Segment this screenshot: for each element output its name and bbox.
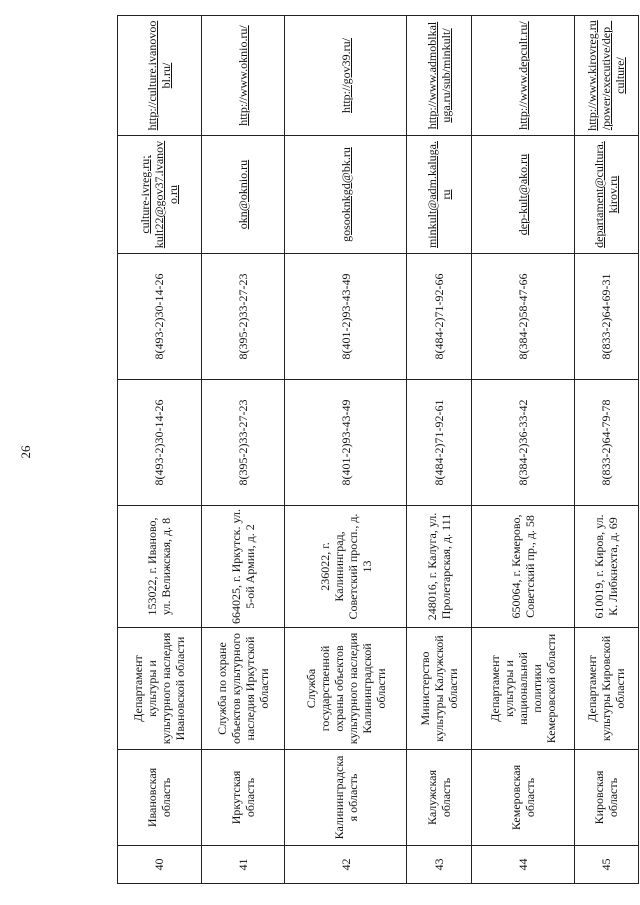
region-cell: Калининградская область <box>285 750 407 846</box>
fax-cell: 8(401-2)93-43-49 <box>285 254 407 380</box>
fax-cell: 8(395-2)33-27-23 <box>201 254 285 380</box>
email-link[interactable]: gosooknkgd@bk.ru <box>285 136 407 254</box>
fax-cell: 8(484-2)71-92-66 <box>407 254 471 380</box>
row-number: 44 <box>471 846 574 884</box>
row-number: 40 <box>118 846 202 884</box>
website-link[interactable]: http://www.kirovreg.ru/power/executive/dep_culture/ <box>574 16 638 136</box>
rotated-table-wrapper <box>117 16 639 884</box>
authority-cell: Департамент культуры Кировской области <box>574 628 638 750</box>
region-cell: Ивановская область <box>118 750 202 846</box>
table-row <box>285 16 407 884</box>
website-link[interactable]: http://www.oknio.ru/ <box>201 16 285 136</box>
authority-cell: Департамент культуры и культурного наследия Ивановской области <box>118 628 202 750</box>
regional-authorities-table <box>117 15 639 884</box>
row-number: 43 <box>407 846 471 884</box>
phone-cell: 8(493-2)30-14-26 <box>118 380 202 506</box>
row-number: 42 <box>285 846 407 884</box>
website-link[interactable]: http://culture.ivanovoobl.ru/ <box>118 16 202 136</box>
phone-cell: 8(395-2)33-27-23 <box>201 380 285 506</box>
row-number: 41 <box>201 846 285 884</box>
email-link[interactable]: dep-kult@ako.ru <box>471 136 574 254</box>
authority-cell: Департамент культуры и национальной политики Кемеровской области <box>471 628 574 750</box>
fax-cell: 8(833-2)64-69-31 <box>574 254 638 380</box>
table-row <box>118 16 202 884</box>
region-cell: Кемеровская область <box>471 750 574 846</box>
authority-cell: Министерство культуры Калужской области <box>407 628 471 750</box>
address-cell: 650064, г. Кемерово, Советский пр., д. 58 <box>471 506 574 628</box>
website-link[interactable]: http://www.admoblkaluga.ru/sub/minkult/ <box>407 16 471 136</box>
phone-cell: 8(384-2)36-33-42 <box>471 380 574 506</box>
table-row <box>201 16 285 884</box>
phone-cell: 8(484-2)71-92-61 <box>407 380 471 506</box>
address-cell: 610019, г. Киров, ул. К. Либкнехта, д. 69 <box>574 506 638 628</box>
address-cell: 236022, г. Калининград, Советский просп., д. 13 <box>285 506 407 628</box>
phone-cell: 8(401-2)93-43-49 <box>285 380 407 506</box>
table-row <box>471 16 574 884</box>
row-number: 45 <box>574 846 638 884</box>
address-cell: 664025, г. Иркутск. ул. 5-ой Армии, д. 2 <box>201 506 285 628</box>
region-cell: Калужская область <box>407 750 471 846</box>
table-row <box>407 16 471 884</box>
page-number: 26 <box>18 445 33 459</box>
website-link[interactable]: http://www.depcult.ru/ <box>471 16 574 136</box>
fax-cell: 8(493-2)30-14-26 <box>118 254 202 380</box>
website-link[interactable]: http://gov39.ru/ <box>285 16 407 136</box>
email-link[interactable]: okn@oknio.ru <box>201 136 285 254</box>
address-cell: 248016, г. Калуга, ул. Пролетарская, д. 111 <box>407 506 471 628</box>
email-link[interactable]: culture-ivreg.ru; kult22@gov37.ivanovo.ru <box>118 136 202 254</box>
authority-cell: Служба государственной охраны объектов культурного наследия Калининградской области <box>285 628 407 750</box>
fax-cell: 8(384-2)58-47-66 <box>471 254 574 380</box>
table-row <box>574 16 638 884</box>
address-cell: 153022, г. Иваново, ул. Велижская, д. 8 <box>118 506 202 628</box>
email-link[interactable]: minkult@adm.kaluga.ru <box>407 136 471 254</box>
region-cell: Кировская область <box>574 750 638 846</box>
phone-cell: 8(833-2)64-79-78 <box>574 380 638 506</box>
authority-cell: Служба по охране объектов культурного наследия Иркутской области <box>201 628 285 750</box>
region-cell: Иркутская область <box>201 750 285 846</box>
email-link[interactable]: departament@cultura.kirov.ru <box>574 136 638 254</box>
